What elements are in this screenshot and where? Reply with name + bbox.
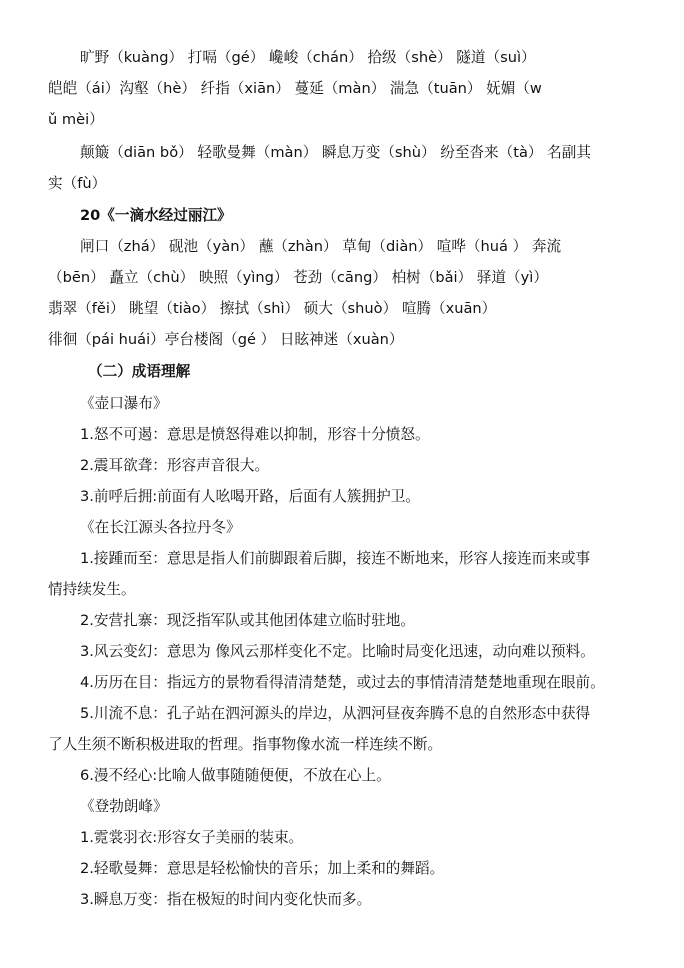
idiom-item-continued: 情持续发生。 — [48, 581, 136, 598]
idiom-item: 1.怒不可遏：意思是愤怒得难以抑制，形容十分愤怒。 — [80, 426, 430, 443]
idiom-item: 1.接踵而至：意思是指人们前脚跟着后脚，接连不断地来，形容人接连而来或事 — [80, 550, 591, 567]
idiom-item: 1.霓裳羽衣:形容女子美丽的装束。 — [80, 829, 304, 846]
pinyin-line-6: 闸口（zhá） 砚池（yàn） 蘸（zhàn） 草甸（diàn） 喧哗（huá ） 奔流 — [80, 238, 562, 255]
lesson-20-heading: 20《一滴水经过丽江》 — [80, 207, 232, 224]
pinyin-line-3: ǔ mèi） — [48, 111, 104, 128]
pinyin-line-5: 实（fù） — [48, 175, 107, 192]
section-heading-idioms: （二）成语理解 — [88, 363, 191, 380]
idiom-item: 6.漫不经心:比喻人做事随随便便，不放在心上。 — [80, 767, 391, 784]
pinyin-line-7: （bēn） 矗立（chù） 映照（yìng） 苍劲（cāng） 柏树（bǎi） 驿道（yì） — [48, 269, 548, 286]
idiom-item: 2.轻歌曼舞：意思是轻松愉快的音乐；加上柔和的舞蹈。 — [80, 860, 445, 877]
idiom-item: 2.震耳欲聋：形容声音很大。 — [80, 457, 270, 474]
idiom-item: 3.前呼后拥:前面有人吆喝开路，后面有人簇拥护卫。 — [80, 488, 420, 505]
idiom-item: 3.瞬息万变：指在极短的时间内变化快而多。 — [80, 891, 372, 908]
pinyin-line-2: 皑皑（ái）沟壑（hè） 纤指（xiān） 蔓延（màn） 湍急（tuān） 妩媚（w — [48, 80, 542, 97]
idiom-item-continued: 了人生须不断积极进取的哲理。指事物像水流一样连续不断。 — [48, 736, 443, 753]
pinyin-line-1: 旷野（kuàng） 打嗝（gé） 巉峻（chán） 拾级（shè） 隧道（suì） — [80, 49, 536, 66]
pinyin-line-9: 徘徊（pái huái）亭台楼阁（gé ） 日眩神迷（xuàn） — [48, 331, 404, 348]
idiom-item: 4.历历在目：指远方的景物看得清清楚楚，或过去的事情清清楚楚地重现在眼前。 — [80, 674, 605, 691]
pinyin-line-8: 翡翠（fěi） 眺望（tiào） 擦拭（shì） 硕大（shuò） 喧腾（xuān） — [48, 300, 497, 317]
lesson-title-changjiang: 《在长江源头各拉丹冬》 — [80, 519, 241, 536]
pinyin-line-4: 颠簸（diān bǒ） 轻歌曼舞（màn） 瞬息万变（shù） 纷至沓来（tà） 名副其 — [80, 144, 591, 161]
idiom-item: 5.川流不息：孔子站在泗河源头的岸边，从泗河昼夜奔腾不息的自然形态中获得 — [80, 705, 591, 722]
lesson-title-hukou: 《壶口瀑布》 — [80, 395, 168, 412]
lesson-title-bolangfeng: 《登勃朗峰》 — [80, 798, 168, 815]
idiom-item: 2.安营扎寨：现泛指军队或其他团体建立临时驻地。 — [80, 612, 415, 629]
idiom-item: 3.风云变幻：意思为 像风云那样变化不定。比喻时局变化迅速，动向难以预料。 — [80, 643, 595, 660]
